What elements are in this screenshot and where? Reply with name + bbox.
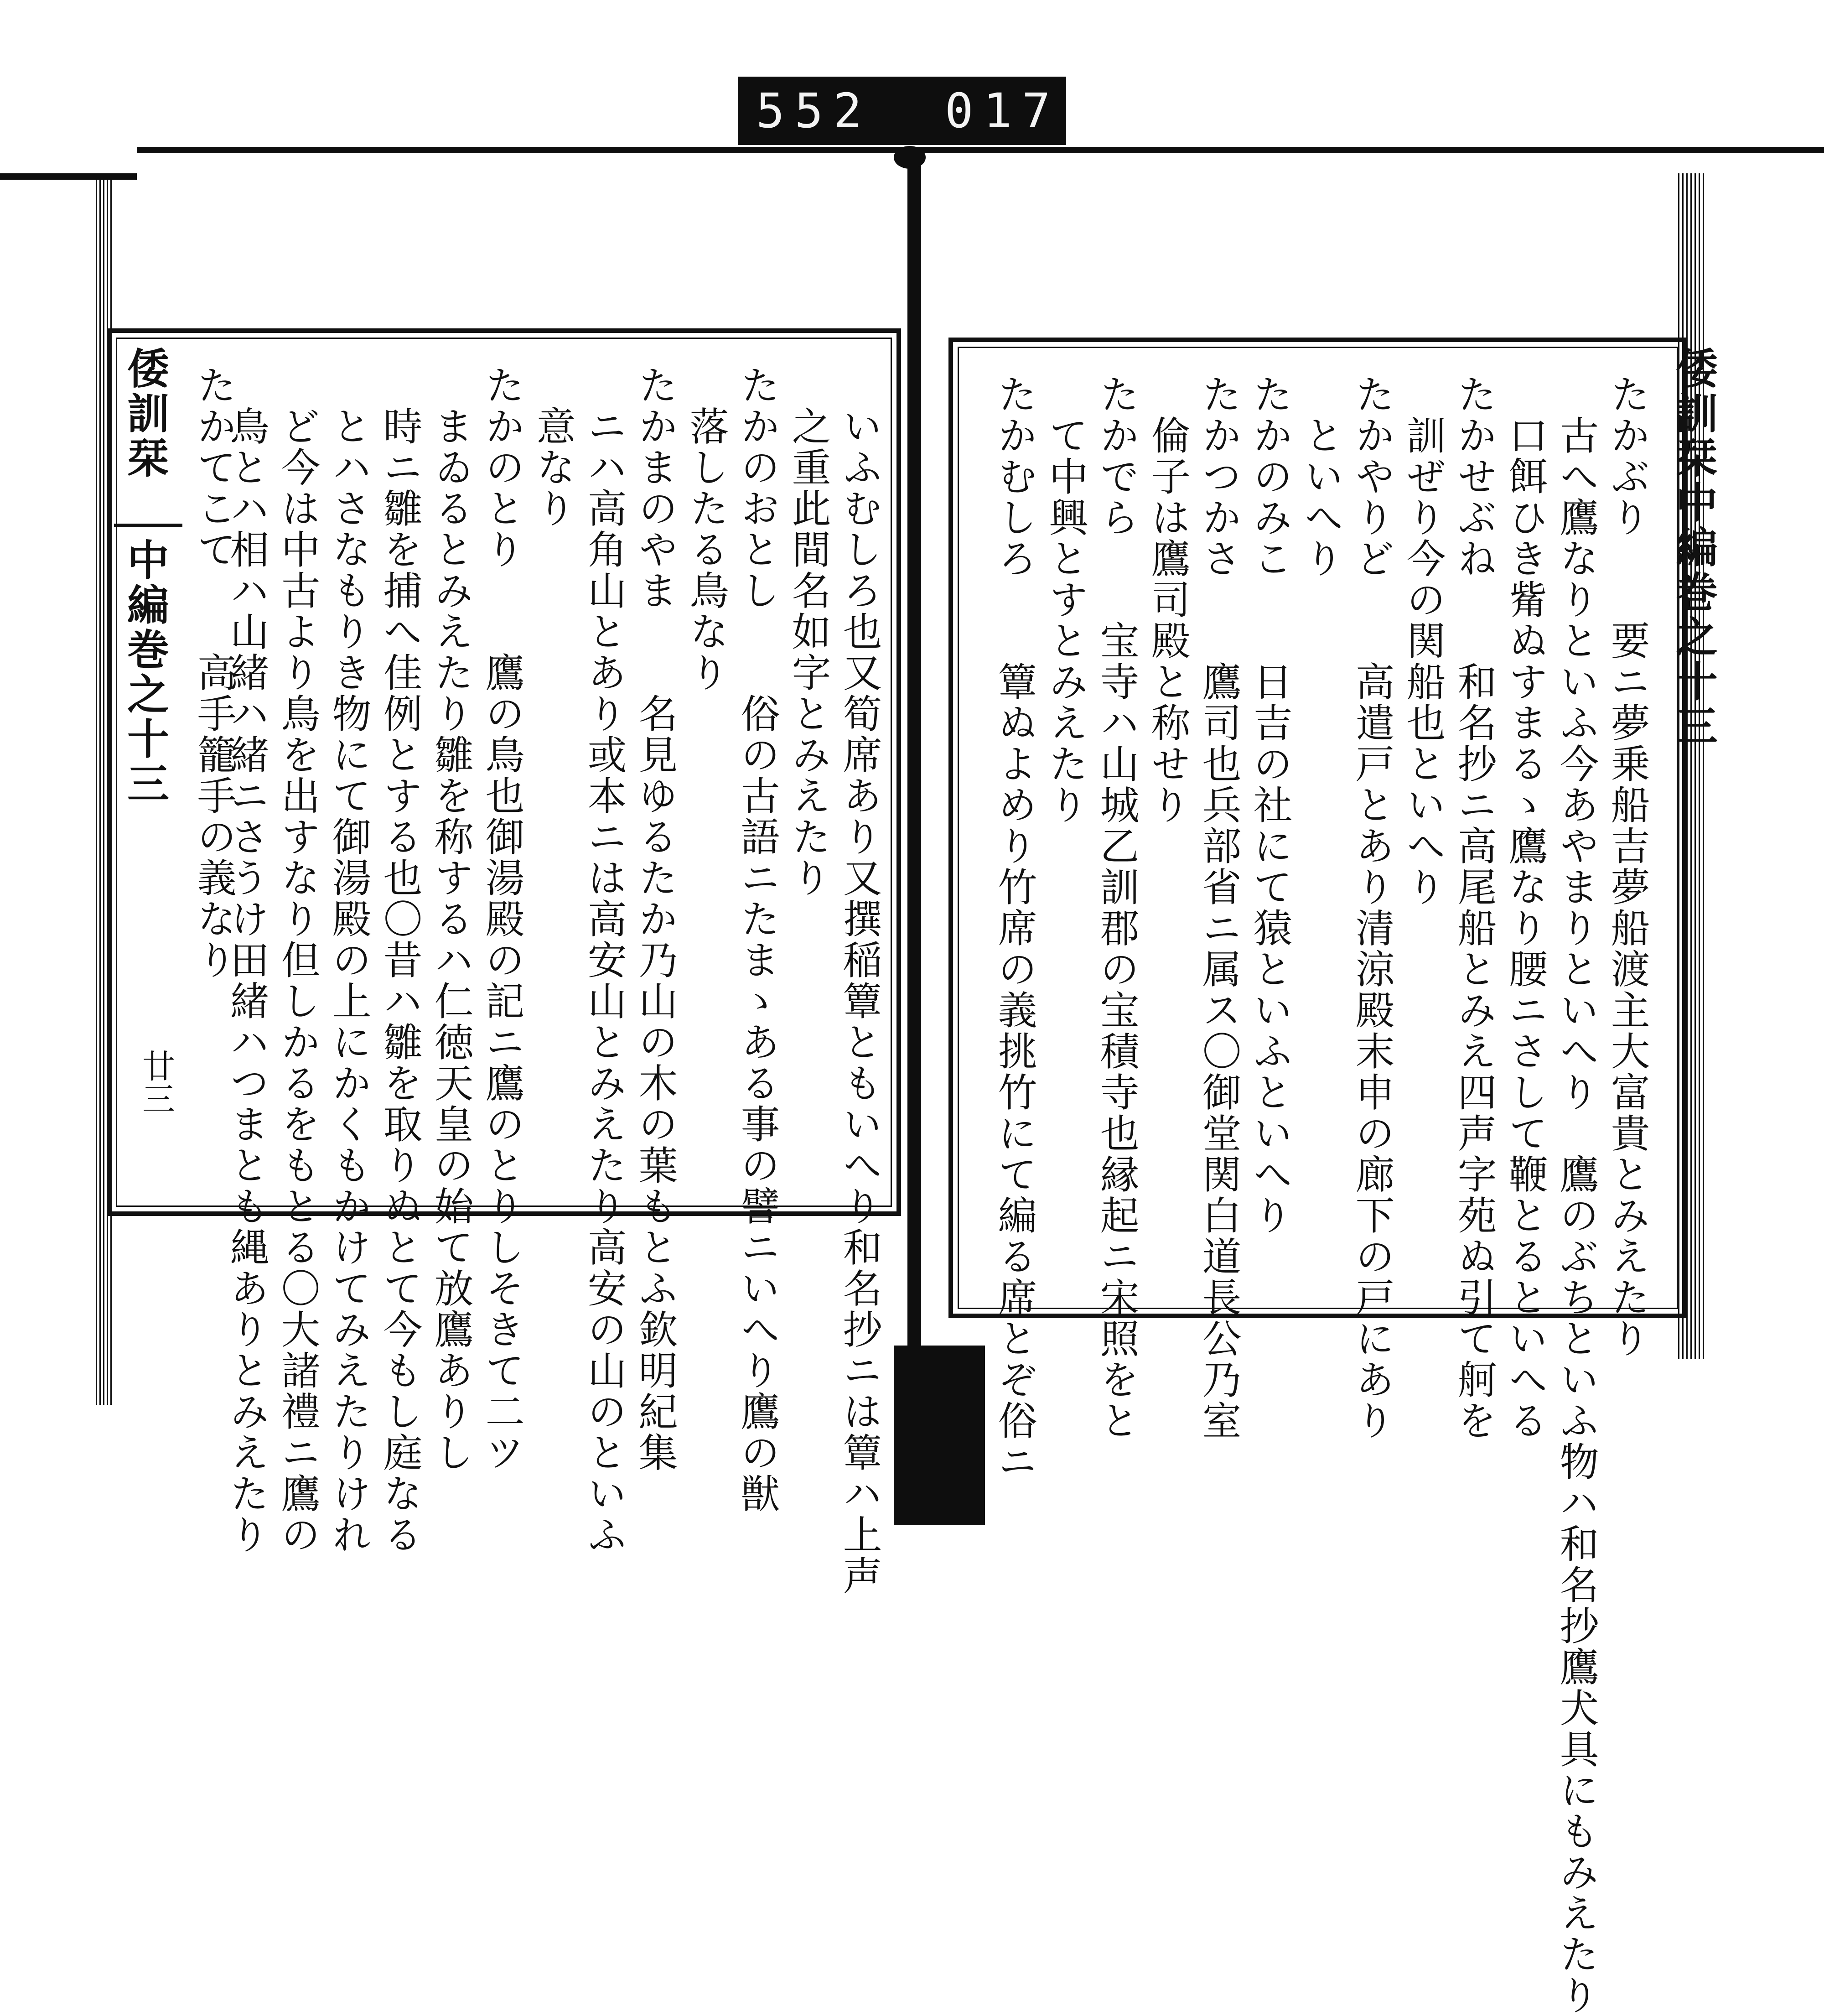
right-column-6: たかやりど 高遣戸とあり清涼殿末申の廊下の戸にあり <box>1348 374 1394 1441</box>
right-column-11: たかでら 宝寺ハ山城乙訓郡の宝積寺也縁起ニ宋照をと <box>1093 374 1139 1441</box>
left-column-12: ど今は中古より鳥を出すなり但しかるをもとる〇大諸禮ニ鷹の <box>274 365 320 1555</box>
right-column-5: 訓ぜり今の関船也といへり <box>1399 374 1446 908</box>
right-column-8: たかのみこ 日吉の社にて猿といふといへり <box>1246 374 1292 1236</box>
left-column-6: ニハ高角山とあり或本ニは高安山とみえたり高安の山のといふ <box>580 365 627 1555</box>
left-column-5: たかまのやま 名見ゆるたか乃山の木の葉もとふ欽明紀集 <box>632 365 678 1473</box>
left-column-1: いふむしろ也又筍席あり又撰稲簟ともいへり和名抄ニは簟ハ上声 <box>836 365 882 1596</box>
left-column-3: たかのおとし 俗の古語ニたまゝある事の譬ニいへり鷹の獣 <box>734 365 780 1514</box>
book-spine <box>907 147 921 1525</box>
book-top-edge <box>137 147 1824 153</box>
catalog-number-left: 552 <box>756 83 872 139</box>
spine-shadow <box>894 1346 985 1525</box>
left-column-8: たかのとり 鷹の鳥也御湯殿の記ニ鷹のとりしそきて二ツ <box>478 365 524 1473</box>
right-column-2: 古へ鷹なりといふ今あやまりといへり 鷹のぶちといふ物ハ和名抄鷹犬具にもみえたり <box>1553 374 1599 2016</box>
right-column-7: といへり <box>1297 374 1343 579</box>
hashira-divider <box>114 524 182 527</box>
right-column-3: 口餌ひき觜ぬすまるゝ鷹なり腰ニさして鞭とるといへる <box>1502 374 1548 1441</box>
book-left-edge <box>0 173 137 180</box>
catalog-number-right: 017 <box>944 83 1061 139</box>
right-column-9: たかつかさ 鷹司也兵部省ニ属ス〇御堂関白道長公乃室 <box>1195 374 1241 1441</box>
left-column-13: 鳥とハ相ハ山緒ハ緒ニさうけ田緒ハつまとも縄ありとみえたり <box>223 365 269 1555</box>
right-column-1: たかぶり 要ニ夢乗船吉夢船渡主大富貴とみえたり <box>1604 374 1650 1359</box>
hashira-title: 倭訓栞 <box>120 347 170 481</box>
hashira-volume: 中編巻之十三 <box>120 538 170 806</box>
right-column-12: て中興とすとみえたり <box>1042 374 1088 826</box>
left-hashira <box>120 347 170 481</box>
right-column-4: たかせぶね 和名抄ニ高尾船とみえ四声字苑ぬ引て舸を <box>1451 374 1497 1441</box>
folio-number: 廿三 <box>137 1049 175 1115</box>
catalog-label <box>738 77 1066 145</box>
left-column-10: 時ニ雛を捕へ佳例とする也〇昔ハ雛を取りぬとて今もし庭なる <box>376 365 422 1555</box>
right-column-10: 倫子は鷹司殿と称せり <box>1144 374 1190 826</box>
right-hashira: 倭訓栞中編巻之十三 <box>1669 347 1718 749</box>
right-column-13: たかむしろ 簟ぬよめり竹席の義挑竹にて編る席とぞ俗ニ <box>991 374 1037 1482</box>
left-column-9: まゐるとみえたり雛を称するハ仁徳天皇の始て放鷹ありし <box>427 365 473 1473</box>
spine-clip <box>894 146 926 169</box>
left-column-2: 之重此間名如字とみえたり <box>785 365 831 899</box>
left-column-7: 意なり <box>529 365 575 529</box>
left-column-11: とハさなもりき物にて御湯殿の上にかくもかけてみえたりけれ <box>325 365 371 1555</box>
left-column-4: 落したる鳥なり <box>683 365 729 693</box>
left-hashira-volume <box>120 538 170 806</box>
left-column-14: たかてこて 高手籠手の義なり <box>190 365 236 981</box>
